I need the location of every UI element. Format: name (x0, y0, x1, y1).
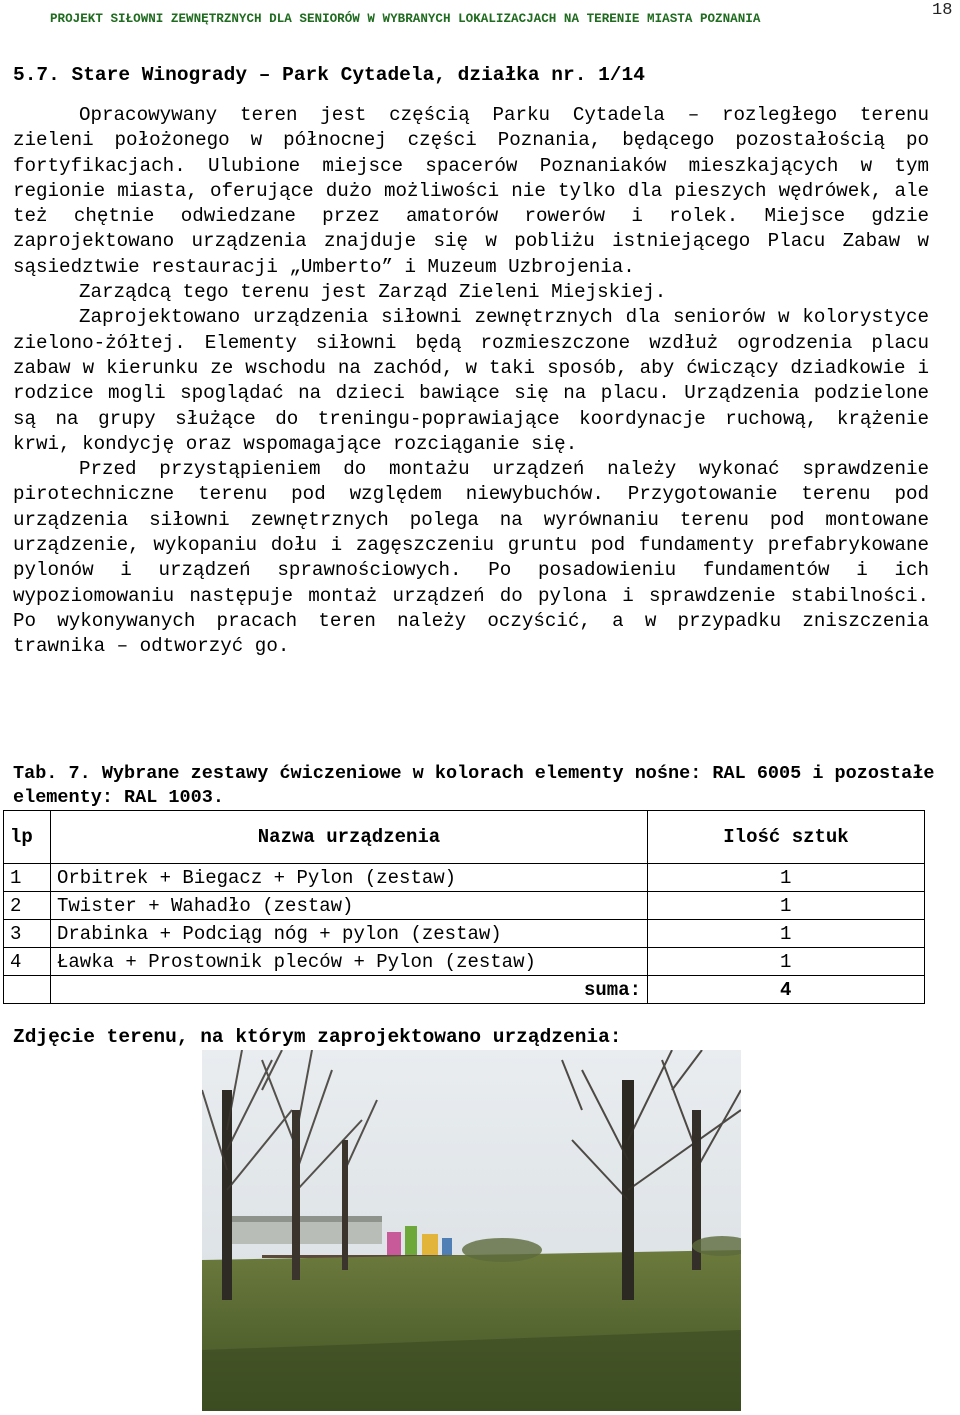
section-title: 5.7. Stare Winogrady – Park Cytadela, działka nr. 1/14 (13, 64, 645, 86)
document-header-title: PROJEKT SIŁOWNI ZEWNĘTRZNYCH DLA SENIORÓW W WYBRANYCH LOKALIZACJACH NA TERENIE MIASTA POZNANIA (50, 12, 761, 26)
tree-trunk-shape (222, 1090, 232, 1300)
paragraph: Zaprojektowano urządzenia siłowni zewnętrznych dla seniorów w kolorystyce zielono-żółtej. Elementy siłowni będą rozmieszczone wzdłuż ogrodzenia placu zabaw w kierunku ze wschodu na zachód, w taki sposób, aby ćwiczący dziadkowie i rodzice mogli spoglądać na dzieci bawiące się na placu. Urządzenia podzielone są na grupy służące do treningu-poprawiające koordynacje ruchową, krążenie krwi, kondycję oraz wspomagające rozciąganie się. (13, 306, 929, 455)
table-sum-row (4, 976, 925, 1004)
devices-table (3, 810, 925, 1004)
building-shape (232, 1220, 382, 1244)
body-text (13, 103, 929, 660)
sum-label: suma: (51, 976, 648, 1004)
page-number: 18 (932, 1, 953, 20)
table-row (4, 864, 925, 892)
cell-name: Twister + Wahadło (zestaw) (51, 892, 648, 920)
table-row (4, 892, 925, 920)
cell-lp: 2 (4, 892, 51, 920)
cell-lp: 3 (4, 920, 51, 948)
sum-value: 4 (648, 976, 925, 1004)
table-header-row (4, 811, 925, 864)
cell-qty: 1 (648, 864, 925, 892)
cell-empty (4, 976, 51, 1004)
cell-qty: 1 (648, 892, 925, 920)
table-caption: Tab. 7. Wybrane zestawy ćwiczeniowe w kolorach elementy nośne: RAL 6005 i pozostałe elementy: RAL 1003. (13, 763, 935, 808)
paragraph: Zarządcą tego terenu jest Zarząd Zieleni Miejskiej. (79, 281, 667, 304)
photo-caption: Zdjęcie terenu, na którym zaprojektowano urządzenia: (13, 1026, 622, 1048)
cell-name: Orbitrek + Biegacz + Pylon (zestaw) (51, 864, 648, 892)
table-row (4, 948, 925, 976)
column-header-qty: Ilość sztuk (648, 811, 925, 864)
cell-qty: 1 (648, 948, 925, 976)
column-header-lp: lp (4, 811, 51, 864)
cell-name: Drabinka + Podciąg nóg + pylon (zestaw) (51, 920, 648, 948)
column-header-name: Nazwa urządzenia (51, 811, 648, 864)
cell-name: Ławka + Prostownik pleców + Pylon (zestaw) (51, 948, 648, 976)
paragraph: Opracowywany teren jest częścią Parku Cytadela – rozległego terenu zieleni położonego w północnej części Poznania, będącego pozostałością po fortyfikacjach. Ulubione miejsce spacerów Poznaniaków mieszkających w tym regionie miasta, oferujące dużo możliwości nie tylko dla pieszych wędrówek, ale też chętnie odwiedzane przez amatorów rowerów i rolek. Miejsce gdzie zaprojektowano urządzenia znajduje się w pobliżu istniejącego Placu Zabaw w sąsiedztwie restauracji „Umberto” i Muzeum Uzbrojenia. (13, 104, 929, 278)
site-photo (202, 1050, 741, 1411)
table-row (4, 920, 925, 948)
cell-lp: 1 (4, 864, 51, 892)
paragraph: Przed przystąpieniem do montażu urządzeń należy wykonać sprawdzenie pirotechniczne terenu pod względem niewybuchów. Przygotowanie terenu pod urządzenia siłowni zewnętrznych polega na wyrównaniu terenu pod montowane urządzenie, wykopaniu dołu i zagęszczeniu gruntu pod fundamenty prefabrykowane pylonów i urządzeń sprawnościowych. Po posadowieniu fundamentów i ich wypoziomowaniu następuje montaż urządzeń do pylona i sprawdzenie stabilności. Po wykonywanych pracach teren należy oczyścić, a w przypadku zniszczenia trawnika – odtworzyć go. (13, 458, 929, 658)
cell-qty: 1 (648, 920, 925, 948)
cell-lp: 4 (4, 948, 51, 976)
